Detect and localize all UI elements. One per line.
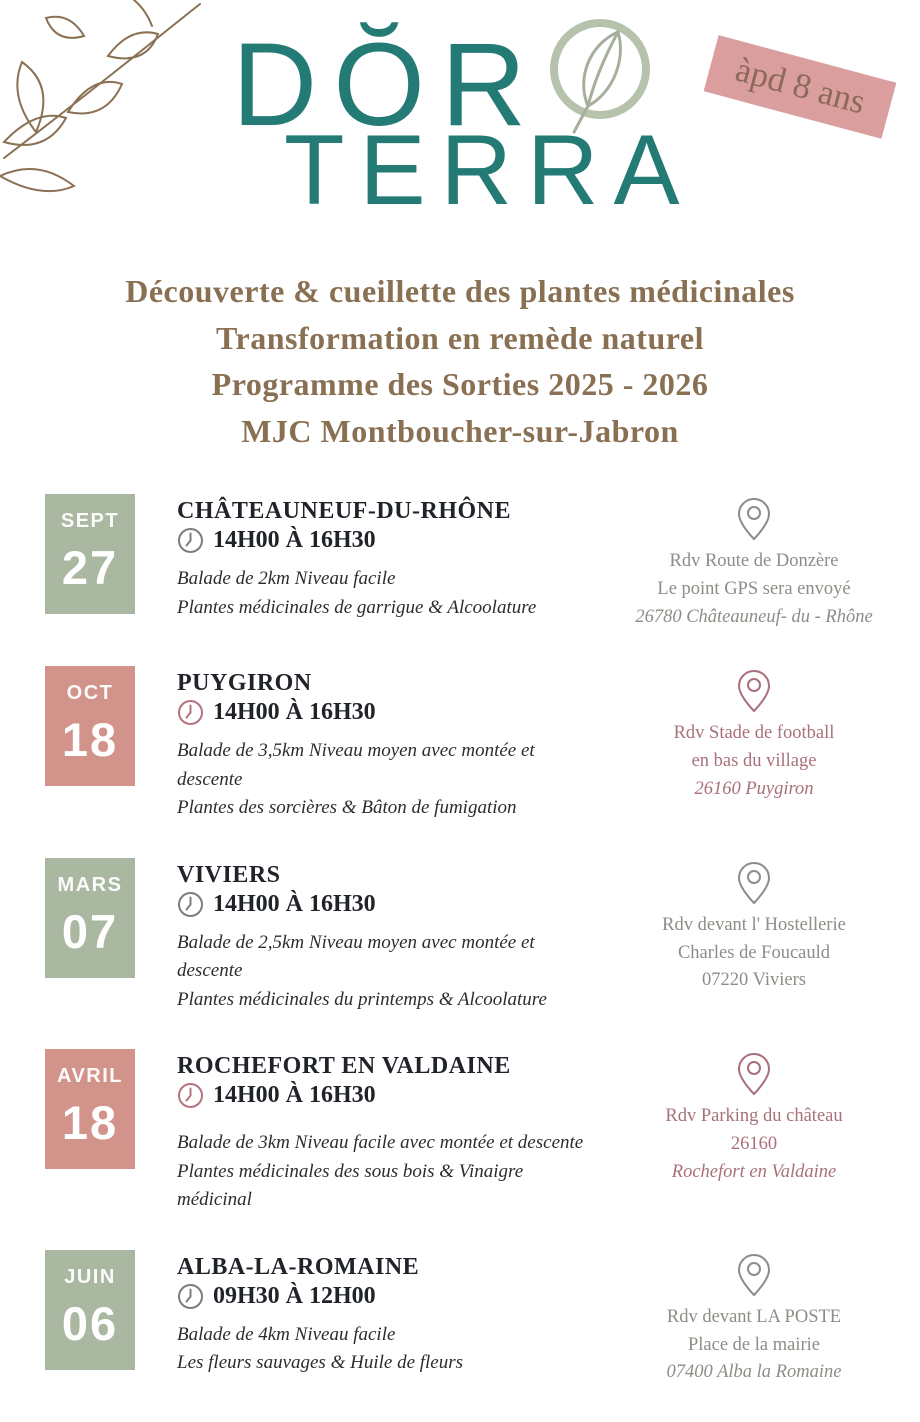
clock-icon bbox=[177, 527, 204, 554]
location-pin-icon bbox=[735, 1051, 773, 1097]
event-month: AVRIL bbox=[56, 1065, 123, 1088]
clock-icon bbox=[177, 1283, 204, 1310]
events-list bbox=[0, 494, 920, 1422]
location-line-2: 26160 bbox=[730, 1134, 778, 1154]
event-row-rochefort bbox=[45, 1049, 885, 1215]
location-line-3: 07400 Alba la Romaine bbox=[666, 1362, 842, 1383]
event-main bbox=[177, 1250, 585, 1378]
location-line-2: Le point GPS sera envoyé bbox=[657, 578, 851, 599]
location-line-1: Rdv devant l' Hostellerie bbox=[662, 914, 846, 935]
location-line-3: 26780 Châteauneuf- du - Rhône bbox=[635, 606, 873, 627]
event-main bbox=[177, 1049, 585, 1215]
event-month: JUIN bbox=[64, 1265, 116, 1288]
event-location bbox=[623, 1250, 885, 1387]
age-badge: àpd 8 ans bbox=[703, 35, 896, 139]
logo-word-terra: TERRA bbox=[284, 114, 695, 225]
event-time bbox=[177, 891, 585, 918]
event-desc-line-2: Plantes des sorcières & Bâton de fumigation bbox=[177, 797, 517, 819]
event-desc-line-2: Plantes médicinales des sous bois & Vinaigre médicinal bbox=[177, 1160, 524, 1211]
location-line-1: Rdv Route de Donzère bbox=[669, 551, 839, 571]
location-pin-icon bbox=[735, 496, 773, 542]
date-badge bbox=[45, 1250, 135, 1370]
event-time bbox=[177, 699, 585, 726]
event-row-viviers bbox=[45, 858, 885, 1015]
location-line-1: Rdv devant LA POSTE bbox=[666, 1306, 842, 1327]
event-time-text: 09H30 À 12H00 bbox=[213, 1282, 376, 1309]
location-line-3: 26160 Puygiron bbox=[694, 778, 814, 799]
intro-line-1: Découverte & cueillette des plantes médicinales bbox=[125, 273, 795, 309]
event-desc-line-1: Balade de 4km Niveau facile bbox=[177, 1323, 396, 1345]
event-desc-line-2: Plantes médicinales du printemps & Alcoolature bbox=[177, 988, 547, 1010]
event-day: 27 bbox=[61, 541, 119, 594]
event-location bbox=[623, 858, 885, 995]
event-description bbox=[177, 929, 585, 1015]
intro-line-3: Programme des Sorties 2025 - 2026 bbox=[211, 366, 709, 403]
logo bbox=[232, 19, 695, 225]
event-desc-line-1: Balade de 2km Niveau facile bbox=[177, 568, 396, 589]
event-title: PUYGIRON bbox=[177, 670, 312, 697]
event-day: 07 bbox=[61, 904, 119, 958]
clock-icon bbox=[177, 699, 204, 726]
event-main bbox=[177, 858, 585, 1015]
event-time-text: 14H00 À 16H30 bbox=[213, 890, 376, 917]
event-time-text: 14H00 À 16H30 bbox=[213, 699, 376, 726]
event-main bbox=[177, 666, 585, 823]
event-location bbox=[623, 494, 885, 631]
date-badge bbox=[45, 494, 135, 614]
location-line-1: Rdv Stade de football bbox=[673, 723, 835, 744]
location-line-2: en bas du village bbox=[691, 751, 817, 771]
clock-icon bbox=[177, 1082, 204, 1109]
event-description bbox=[177, 737, 585, 823]
event-desc-line-1: Balade de 2,5km Niveau moyen avec montée et descente bbox=[177, 931, 535, 982]
event-location bbox=[623, 666, 885, 803]
event-description bbox=[177, 565, 585, 622]
event-day: 06 bbox=[61, 1296, 119, 1350]
event-time bbox=[177, 527, 585, 554]
date-badge bbox=[45, 858, 135, 978]
event-month: SEPT bbox=[60, 510, 120, 532]
event-row-chateauneuf bbox=[45, 494, 885, 631]
event-time bbox=[177, 1082, 585, 1109]
event-title: ROCHEFORT EN VALDAINE bbox=[177, 1053, 511, 1080]
intro-line-4: MJC Montboucher-sur-Jabron bbox=[241, 413, 679, 450]
intro-headings bbox=[0, 268, 920, 455]
event-desc-line-2: Plantes médicinales de garrigue & Alcoolature bbox=[177, 596, 537, 618]
logo-word-doro: DŎR bbox=[232, 19, 543, 151]
event-description bbox=[177, 1321, 585, 1378]
event-desc-line-1: Balade de 3km Niveau facile avec montée et descente bbox=[177, 1132, 584, 1154]
location-pin-icon bbox=[735, 1252, 773, 1298]
event-row-puygiron bbox=[45, 666, 885, 823]
location-pin-icon bbox=[735, 668, 773, 714]
event-month: OCT bbox=[66, 682, 114, 705]
event-time-text: 14H00 À 16H30 bbox=[213, 1082, 376, 1109]
event-desc-line-2: Les fleurs sauvages & Huile de fleurs bbox=[177, 1352, 464, 1374]
date-badge bbox=[45, 666, 135, 786]
event-month: MARS bbox=[57, 873, 123, 896]
event-title: VIVIERS bbox=[177, 861, 281, 888]
location-pin-icon bbox=[735, 860, 773, 906]
location-line-3: Rochefort en Valdaine bbox=[671, 1161, 837, 1182]
location-line-1: Rdv Parking du château bbox=[665, 1106, 843, 1127]
intro-line-2: Transformation en remède naturel bbox=[216, 319, 704, 356]
location-line-2: Charles de Foucauld bbox=[677, 942, 831, 963]
event-main bbox=[177, 494, 585, 622]
event-title: CHÂTEAUNEUF-DU-RHÔNE bbox=[177, 498, 511, 524]
event-desc-line-1: Balade de 3,5km Niveau moyen avec montée et descente bbox=[177, 740, 535, 790]
location-line-2: Place de la mairie bbox=[687, 1334, 820, 1355]
event-day: 18 bbox=[61, 713, 119, 767]
clock-icon bbox=[177, 891, 204, 918]
event-time bbox=[177, 1283, 585, 1310]
location-line-3: 07220 Viviers bbox=[702, 970, 806, 991]
event-day: 18 bbox=[61, 1096, 119, 1150]
event-row-alba bbox=[45, 1250, 885, 1387]
date-badge bbox=[45, 1049, 135, 1169]
event-description bbox=[177, 1129, 585, 1215]
event-location bbox=[623, 1049, 885, 1186]
event-title: ALBA-LA-ROMAINE bbox=[177, 1253, 420, 1280]
branch-illustration-icon bbox=[0, 0, 200, 230]
event-time-text: 14H00 À 16H30 bbox=[213, 527, 376, 553]
